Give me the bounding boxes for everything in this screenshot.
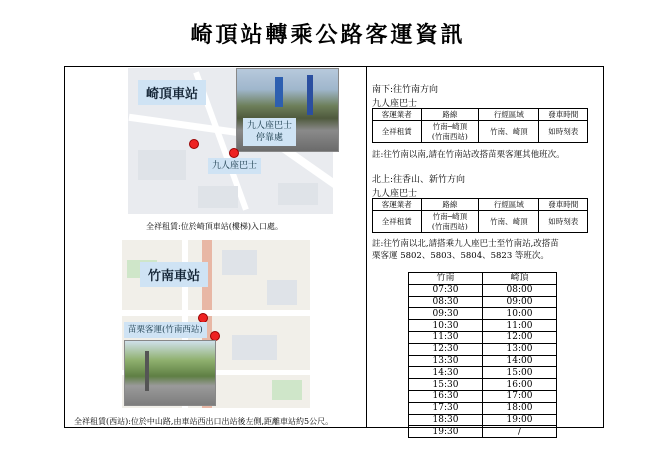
- qiding-departure: 14:00: [483, 355, 557, 367]
- zhunan-departure: 10:30: [409, 320, 483, 332]
- north-note-line2: 栗客運 5802、5803、5804、5823 等班次。: [372, 251, 549, 261]
- timetable-col-qiding: 崎頂: [483, 273, 557, 285]
- zhunan-departure: 13:30: [409, 355, 483, 367]
- south-note: 註:往竹南以南,請在竹南站改搭苗栗客運其他班次。: [372, 150, 565, 160]
- qiding-departure: 11:00: [483, 320, 557, 332]
- south-bus-table: [372, 108, 588, 143]
- zhunan-departure: 15:30: [409, 379, 483, 391]
- timetable-row: [409, 355, 557, 367]
- column-divider: [366, 66, 367, 428]
- col-route: 路線: [421, 109, 479, 121]
- timetable-row: [409, 343, 557, 355]
- col-operator: 客運業者: [373, 109, 422, 121]
- timetable: [408, 272, 557, 438]
- zhunan-departure: 18:30: [409, 414, 483, 426]
- page-title: 崎頂站轉乘公路客運資訊: [190, 22, 466, 48]
- col-area: 行經區域: [479, 109, 539, 121]
- col-operator: 客運業者: [373, 199, 422, 211]
- north-bus-table: [372, 198, 588, 233]
- qiding-departure: 13:00: [483, 343, 557, 355]
- col-route: 路線: [421, 199, 479, 211]
- qiding-departure: 17:00: [483, 390, 557, 402]
- timetable-row: [409, 390, 557, 402]
- timetable-row: [409, 426, 557, 438]
- qiding-departure: 16:00: [483, 379, 557, 391]
- timetable-row: [409, 414, 557, 426]
- timetable-row: [409, 320, 557, 332]
- timetable-row: [409, 296, 557, 308]
- south-sub: 九人座巴士: [372, 99, 418, 109]
- timetable-row: [409, 379, 557, 391]
- map1-caption: 全祥租賃:位於崎頂車站(樓梯)入口處。: [146, 222, 283, 231]
- bus-stop-photo-label: 九人座巴士 停靠處: [243, 118, 296, 146]
- bus-stop-pin: [229, 148, 239, 158]
- qiding-departure: 12:00: [483, 331, 557, 343]
- zhunan-departure: 09:30: [409, 308, 483, 320]
- timetable-col-zhunan: 竹南: [409, 273, 483, 285]
- zhunan-departure: 14:30: [409, 367, 483, 379]
- zhunan-station-label: 竹南車站: [140, 262, 208, 287]
- qiding-station-label: 崎頂車站: [138, 80, 206, 105]
- zhunan-departure: 11:30: [409, 331, 483, 343]
- north-sub: 九人座巴士: [372, 189, 418, 199]
- cell-route: 竹南─崎頂 (竹南西站): [421, 121, 479, 143]
- qiding-departure: 10:00: [483, 308, 557, 320]
- north-heading: 北上:往香山、新竹方向: [372, 175, 466, 185]
- zhunan-departure: 17:30: [409, 402, 483, 414]
- zhunan-departure: 08:30: [409, 296, 483, 308]
- miaoli-bus-stop-photo: [124, 340, 216, 406]
- cell-route: 竹南─崎頂 (竹南西站): [421, 211, 479, 233]
- cell-departure: 如時刻表: [539, 121, 588, 143]
- cell-operator: 全祥租賃: [373, 121, 422, 143]
- zhunan-departure: 16:30: [409, 390, 483, 402]
- cell-operator: 全祥租賃: [373, 211, 422, 233]
- col-area: 行經區域: [479, 199, 539, 211]
- qiding-departure: /: [483, 426, 557, 438]
- miaoli-bus-stop-label: 苗栗客運(竹南西站): [124, 322, 207, 338]
- bus-stop-label: 九人座巴士: [208, 158, 261, 174]
- timetable-row: [409, 284, 557, 296]
- qiding-departure: 08:00: [483, 284, 557, 296]
- qiding-departure: 09:00: [483, 296, 557, 308]
- timetable-row: [409, 402, 557, 414]
- timetable-row: [409, 367, 557, 379]
- qiding-station-pin: [189, 139, 199, 149]
- north-note-line1: 註:往竹南以北,請搭乘九人座巴士至竹南站,改搭苗: [372, 239, 559, 249]
- zhunan-departure: 07:30: [409, 284, 483, 296]
- timetable-row: [409, 308, 557, 320]
- qiding-departure: 18:00: [483, 402, 557, 414]
- qiding-departure: 19:00: [483, 414, 557, 426]
- cell-area: 竹南、崎頂: [479, 121, 539, 143]
- col-departure: 發車時間: [539, 199, 588, 211]
- col-departure: 發車時間: [539, 109, 588, 121]
- zhunan-departure: 19:30: [409, 426, 483, 438]
- map2-caption: 全祥租賃(西站):位於中山路,由車站西出口出站後左側,距離車站約5公尺。: [74, 417, 334, 426]
- cell-departure: 如時刻表: [539, 211, 588, 233]
- zhunan-departure: 12:30: [409, 343, 483, 355]
- south-heading: 南下:往竹南方向: [372, 85, 439, 95]
- qiding-departure: 15:00: [483, 367, 557, 379]
- cell-area: 竹南、崎頂: [479, 211, 539, 233]
- timetable-row: [409, 331, 557, 343]
